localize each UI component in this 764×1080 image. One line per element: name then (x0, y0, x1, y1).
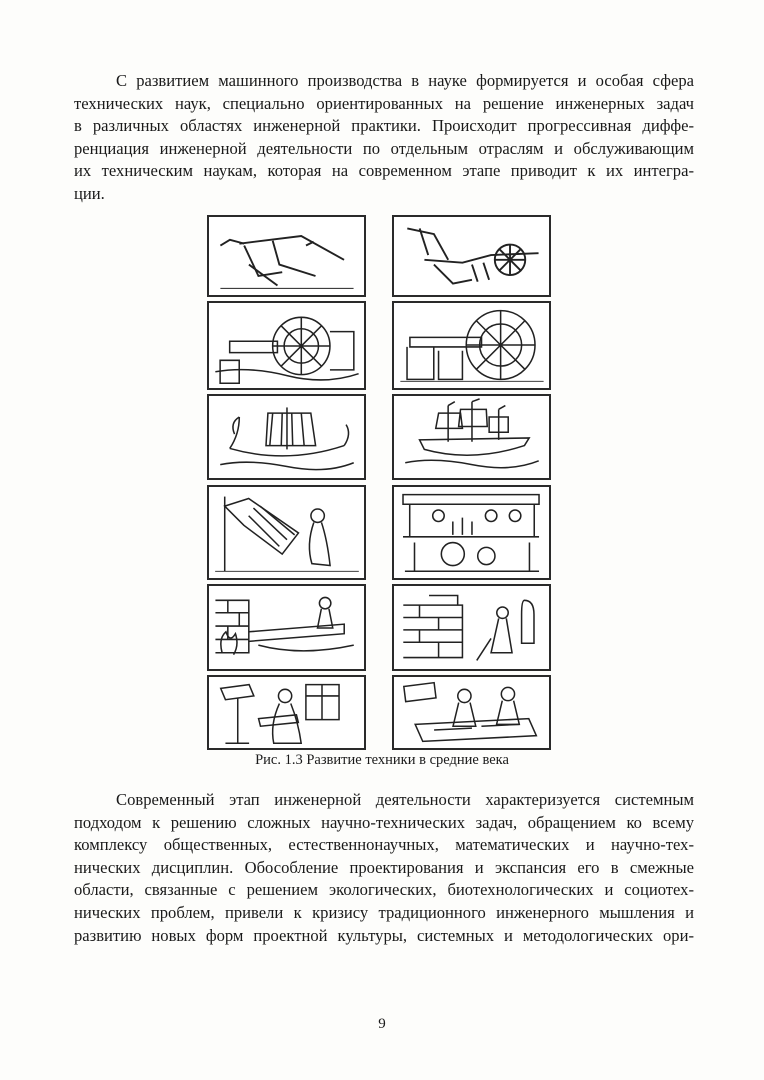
text-line: развитию новых форм проектной культуры, системных и методологических ори- (74, 925, 694, 945)
text-line: С развитием машинного производства в науке формируется и особая сфера (116, 71, 694, 90)
text-line: подходом к решению сложных научно-технических задач, обращением ко всему (74, 812, 694, 832)
illustration-waterwheel-late (392, 301, 551, 390)
illustration-workshop-machine (392, 485, 551, 580)
figure-medieval-technology (205, 215, 557, 750)
text-line: области, связанные с решением экологических, биотехнологических и социотех- (74, 880, 694, 900)
illustration-masonry-builders (392, 584, 551, 671)
text-line: комплексу общественных, естественнонаучных, математических и научно-тех- (74, 835, 694, 855)
illustration-loom-weaver (207, 485, 366, 580)
figure-caption: Рис. 1.3 Развитие техники в средние века (255, 752, 509, 768)
text-line: нических проблем, привели к кризису традиционного инженерного мышления и (74, 902, 694, 922)
illustration-plough-simple (207, 215, 366, 297)
paragraph-modern-stage (74, 789, 694, 947)
text-line: в различных областях инженерной практики. Происходит прогрессивная диффе- (74, 116, 694, 136)
illustration-galleon (392, 394, 551, 480)
page-number: 9 (378, 1016, 386, 1032)
text-line: технических наук, специально ориентированных на решение инженерных задач (74, 93, 694, 113)
paragraph-intro (74, 70, 694, 206)
illustration-printing-workshop (392, 675, 551, 750)
text-line: их техническим наукам, которая на современном этапе приводит к их интегра- (74, 161, 694, 181)
text-line: ренциация инженерной деятельности по отдельным отраслям и обслуживающим (74, 138, 694, 158)
illustration-forge-worker (207, 584, 366, 671)
illustration-viking-ship (207, 394, 366, 480)
text-line: Современный этап инженерной деятельности характеризуется системным (116, 790, 694, 809)
text-line: нических дисциплин. Обособление проектирования и экспансия его в смежные (74, 857, 694, 877)
text-line: ции. (74, 183, 105, 203)
illustration-waterwheel-early (207, 301, 366, 390)
illustration-plough-wheeled (392, 215, 551, 297)
illustration-scribe-desk (207, 675, 366, 750)
